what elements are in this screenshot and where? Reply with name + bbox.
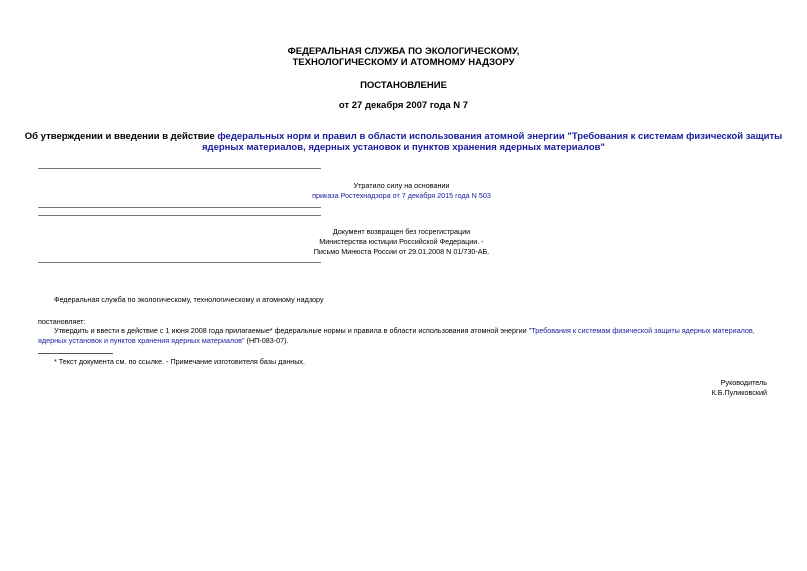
agency-line-2: ТЕХНОЛОГИЧЕСКОМУ И АТОМНОМУ НАДЗОРУ xyxy=(292,57,515,68)
title-link-part-2[interactable]: ядерных материалов, ядерных установок и пунктов хранения ядерных материалов" xyxy=(202,142,605,153)
footnote-separator xyxy=(38,353,113,354)
doc-type: ПОСТАНОВЛЕНИЕ xyxy=(360,80,447,91)
separator-1 xyxy=(38,168,321,169)
approve-link-part-1[interactable]: "Требования к системам физической защиты ядерных материалов, xyxy=(528,326,755,335)
repeal-order-link[interactable]: приказа Ростехнадзора от 7 декабря 2015 года N 503 xyxy=(312,191,491,200)
title-link-part-1[interactable]: федеральных норм и правил в области использования атомной энергии "Требования к системам физической защиты xyxy=(217,131,783,142)
approve-link-part-2[interactable]: ядерных установок и пунктов хранения ядерных материалов" xyxy=(38,336,245,345)
resolves-text: постановляет: xyxy=(38,317,86,326)
separator-4 xyxy=(38,262,321,263)
registration-line-1: Документ возвращен без госрегистрации xyxy=(332,227,471,236)
separator-3 xyxy=(38,215,321,216)
signature-block xyxy=(712,378,767,398)
registration-line-3: Письмо Минюста России от 29.01.2008 N 01/730-АБ. xyxy=(313,247,490,256)
separator-2 xyxy=(38,207,321,208)
repeal-notice xyxy=(0,181,805,201)
intro-paragraph: Федеральная служба по экологическому, технологическому и атомному надзору xyxy=(54,295,324,304)
approve-paragraph xyxy=(38,326,770,346)
registration-notice xyxy=(0,227,805,257)
agency-name xyxy=(0,46,807,68)
approve-suffix: (НП-083-07). xyxy=(244,336,289,345)
doc-title xyxy=(0,131,807,153)
signature-position: Руководитель xyxy=(720,378,767,387)
footnote: * Текст документа см. по ссылке. - Примечание изготовителя базы данных. xyxy=(54,357,306,366)
registration-line-2: Министерства юстиции Российской Федерации. - xyxy=(319,237,484,246)
approve-prefix: Утвердить и ввести в действие с 1 июня 2008 года прилагаемые* федеральные нормы и правила в области использования атомной энергии xyxy=(54,326,529,335)
title-prefix: Об утверждении и введении в действие xyxy=(24,131,218,142)
signature-name: К.Б.Пуликовский xyxy=(711,388,767,397)
repeal-text: Утратило силу на основании xyxy=(353,181,450,190)
agency-line-1: ФЕДЕРАЛЬНАЯ СЛУЖБА ПО ЭКОЛОГИЧЕСКОМУ, xyxy=(287,46,520,57)
doc-date: от 27 декабря 2007 года N 7 xyxy=(338,100,469,111)
